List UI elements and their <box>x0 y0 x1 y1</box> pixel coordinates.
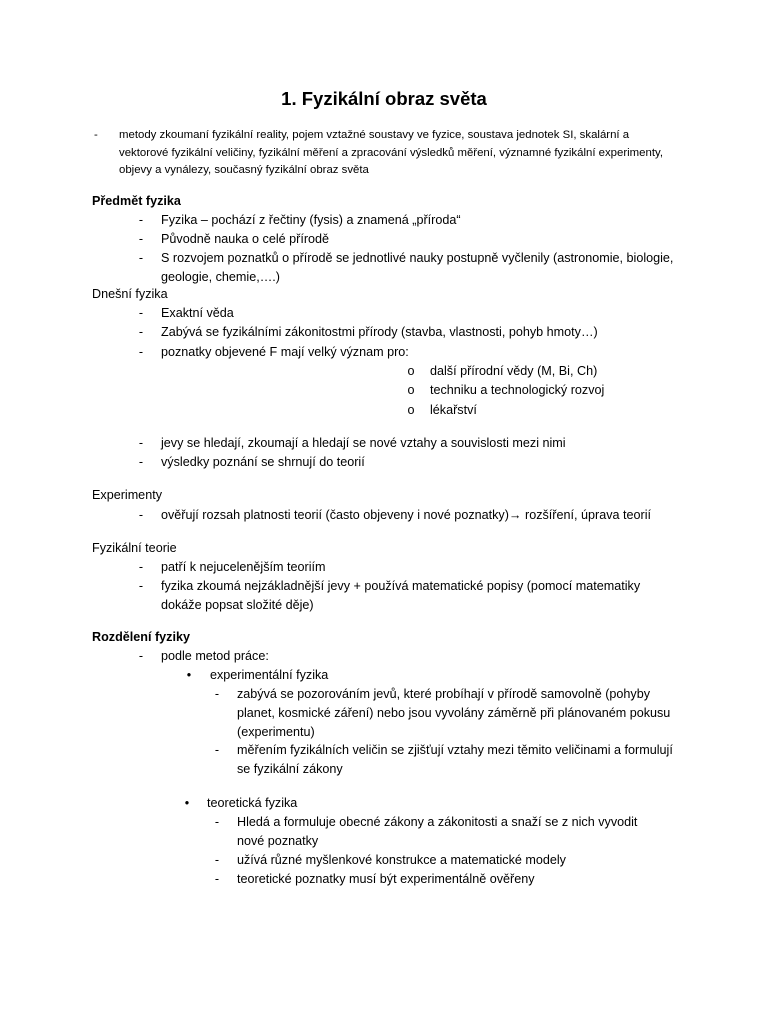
nested-list-item-text: zabývá se pozorováním jevů, které probíhají v přírodě samovolně (pohyby planet, kosmické záření) nebo jsou vyvolány záměrně při plánovaném pokusu (experimentu) <box>237 687 671 739</box>
list-item-text: Exaktní věda <box>161 306 234 320</box>
intro-bullet: - <box>94 129 98 141</box>
dash-bullet: - <box>138 436 144 450</box>
dash-bullet: - <box>138 251 144 265</box>
circle-bullet: o <box>407 364 415 378</box>
list-item-text: výsledky poznání se shrnují do teorií <box>161 455 365 469</box>
dash-bullet: - <box>138 579 144 593</box>
dash-bullet: - <box>138 560 144 574</box>
intro-text: metody zkoumaní fyzikální reality, pojem vztažné soustavy ve fyzice, soustava jednotek SI, skalární a vektorové fyzikální veličiny, fyzikální měření a zpracování výsledků měření, významné fyzikální experimenty, objevy a vynálezy, současný fyzikální obraz světa <box>119 129 664 176</box>
dash-bullet: - <box>214 687 220 701</box>
list-item-text: Fyzika – pochází z řečtiny (fysis) a znamená „příroda“ <box>161 213 461 227</box>
list-item-text: patří k nejucelenějším teoriím <box>161 560 326 574</box>
sub-list-item-text: techniku a technologický rozvoj <box>430 383 605 397</box>
section-heading-rozdeleni: Rozdělení fyziky <box>92 630 190 644</box>
nested-list-item-text: teoretické poznatky musí být experimentálně ověřeny <box>237 872 535 886</box>
section-heading-predmet: Předmět fyzika <box>92 194 181 208</box>
nested-list-item-text: Hledá a formuluje obecné zákony a zákonitosti a snaží se z nich vyvodit nové poznatky <box>237 815 638 848</box>
circle-bullet: o <box>407 403 415 417</box>
list-item-text: Původně nauka o celé přírodě <box>161 232 330 246</box>
dash-bullet: - <box>138 325 144 339</box>
list-item-text: jevy se hledají, zkoumají a hledají se nové vztahy a souvislosti mezi nimi <box>161 436 566 450</box>
dash-bullet: - <box>138 345 144 359</box>
dash-bullet: - <box>214 743 220 757</box>
sub-list-item-text: lékařství <box>430 403 477 417</box>
dash-bullet: - <box>138 649 144 663</box>
list-item-text: poznatky objevené F mají velký význam pro: <box>161 345 409 359</box>
dash-bullet: - <box>214 872 220 886</box>
page-title: 1. Fyzikální obraz světa <box>281 88 487 109</box>
list-item-text: fyzika zkoumá nejzákladnější jevy + používá matematické popisy (pomocí matematiky dokáže popsat složité děje) <box>161 579 641 612</box>
dash-bullet: - <box>138 232 144 246</box>
section-heading-teorie: Fyzikální teorie <box>92 541 177 555</box>
dash-bullet: - <box>138 213 144 227</box>
nested-list-item-text: měřením fyzikálních veličin se zjišťují vztahy mezi těmito veličinami a formulují se fyzikální zákony <box>237 743 673 776</box>
list-item-text: ověřují rozsah platnosti teorií (často objeveny i nové poznatky)→ rozšíření, úprava teorií <box>161 508 651 522</box>
nested-list-item-text: užívá různé myšlenkové konstrukce a matematické modely <box>237 853 566 867</box>
list-item-text: Zabývá se fyzikálními zákonitostmi přírody (stavba, vlastnosti, pohyb hmoty…) <box>161 325 598 339</box>
sub-list-item-text: další přírodní vědy (M, Bi, Ch) <box>430 364 598 378</box>
section-heading-dnesni: Dnešní fyzika <box>92 287 168 301</box>
dash-bullet: - <box>138 306 144 320</box>
dash-bullet: - <box>214 853 220 867</box>
dash-bullet: - <box>138 455 144 469</box>
circle-bullet: o <box>407 383 415 397</box>
sub-list-item-text: teoretická fyzika <box>207 796 298 810</box>
list-item-text: podle metod práce: <box>161 649 269 663</box>
dash-bullet: - <box>214 815 220 829</box>
dot-bullet: • <box>186 668 192 682</box>
section-heading-experimenty: Experimenty <box>92 488 162 502</box>
sub-list-item-text: experimentální fyzika <box>210 668 329 682</box>
list-item-text: S rozvojem poznatků o přírodě se jednotlivé nauky postupně vyčlenily (astronomie, biologie, geologie, chemie,….) <box>161 251 674 284</box>
dash-bullet: - <box>138 508 144 522</box>
dot-bullet: • <box>184 796 190 810</box>
